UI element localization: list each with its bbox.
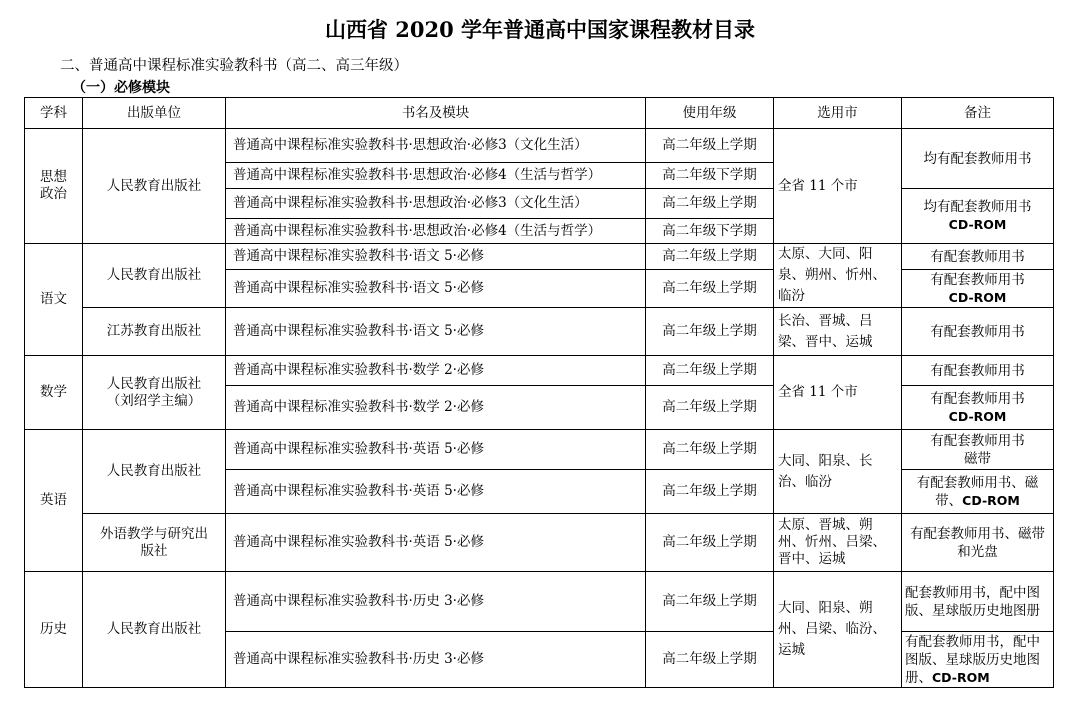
publisher-cell: 人民教育出版社 xyxy=(83,244,226,308)
notes-text: CD-ROM xyxy=(948,289,1007,305)
cities-cell: 大同、阳泉、朔州、吕梁、临汾、运城 xyxy=(774,572,902,688)
table-header-row xyxy=(25,98,1054,129)
header-grade: 使用年级 xyxy=(646,98,774,129)
notes-cell: 有配套教师用书 xyxy=(902,356,1054,386)
table-row xyxy=(25,244,1054,270)
cities-cell: 太原、晋城、朔州、忻州、吕梁、晋中、运城 xyxy=(774,514,902,572)
publisher-cell: 外语教学与研究出版社 xyxy=(83,514,226,572)
publisher-cell: 人民教育出版社 xyxy=(83,430,226,514)
book-cell: 普通高中课程标准实验教科书·英语 5·必修 xyxy=(226,514,646,572)
header-notes: 备注 xyxy=(902,98,1054,129)
textbook-catalog-table xyxy=(24,97,1054,688)
cities-cell: 太原、大同、阳泉、朔州、忻州、临汾 xyxy=(774,244,902,308)
subject-cell: 历史 xyxy=(25,572,83,688)
notes-cell: 有配套教师用书磁带 xyxy=(902,430,1054,470)
book-cell: 普通高中课程标准实验教科书·历史 3·必修 xyxy=(226,632,646,688)
grade-cell: 高二年级上学期 xyxy=(646,356,774,386)
grade-cell: 高二年级上学期 xyxy=(646,308,774,356)
subsection-heading: （一）必修模块 xyxy=(72,80,170,96)
subject-cell: 英语 xyxy=(25,430,83,572)
notes-text: 有配套教师用书、磁带、 xyxy=(916,474,1039,509)
table-row xyxy=(25,308,1054,356)
notes-cell: 有配套教师用书 xyxy=(902,244,1054,270)
cities-cell: 大同、阳泉、长治、临汾 xyxy=(774,430,902,514)
grade-cell: 高二年级上学期 xyxy=(646,430,774,470)
subject-cell: 语文 xyxy=(25,244,83,356)
book-cell: 普通高中课程标准实验教科书·思想政治·必修3（文化生活） xyxy=(226,189,646,219)
grade-cell: 高二年级上学期 xyxy=(646,270,774,308)
publisher-cell: 人民教育出版社（刘绍学主编） xyxy=(83,356,226,430)
header-subject: 学科 xyxy=(25,98,83,129)
book-cell: 普通高中课程标准实验教科书·数学 2·必修 xyxy=(226,386,646,430)
header-cities: 选用市 xyxy=(774,98,902,129)
grade-cell: 高二年级上学期 xyxy=(646,470,774,514)
book-cell: 普通高中课程标准实验教科书·英语 5·必修 xyxy=(226,430,646,470)
notes-cell xyxy=(902,470,1054,514)
notes-cell xyxy=(902,270,1054,308)
cities-cell: 长治、晋城、吕梁、晋中、运城 xyxy=(774,308,902,356)
grade-cell: 高二年级下学期 xyxy=(646,163,774,189)
notes-cell: 有配套教师用书 xyxy=(902,308,1054,356)
table-row xyxy=(25,572,1054,632)
publisher-cell: 江苏教育出版社 xyxy=(83,308,226,356)
grade-cell: 高二年级上学期 xyxy=(646,572,774,632)
notes-cell: 有配套教师用书、磁带和光盘 xyxy=(902,514,1054,572)
cities-cell: 全省 11 个市 xyxy=(774,356,902,430)
notes-cell xyxy=(902,632,1054,688)
publisher-cell: 人民教育出版社 xyxy=(83,572,226,688)
grade-cell: 高二年级上学期 xyxy=(646,189,774,219)
notes-text: 有配套教师用书 xyxy=(930,271,1025,288)
grade-cell: 高二年级下学期 xyxy=(646,219,774,244)
book-cell: 普通高中课程标准实验教科书·思想政治·必修4（生活与哲学） xyxy=(226,163,646,189)
notes-cell xyxy=(902,189,1054,244)
notes-text: 均有配套教师用书 xyxy=(923,199,1032,215)
book-cell: 普通高中课程标准实验教科书·语文 5·必修 xyxy=(226,308,646,356)
book-cell: 普通高中课程标准实验教科书·英语 5·必修 xyxy=(226,470,646,514)
book-cell: 普通高中课程标准实验教科书·思想政治·必修3（文化生活） xyxy=(226,129,646,163)
section-heading: 二、普通高中课程标准实验教科书（高二、高三年级） xyxy=(60,58,408,74)
header-book: 书名及模块 xyxy=(226,98,646,129)
grade-cell: 高二年级上学期 xyxy=(646,129,774,163)
grade-cell: 高二年级上学期 xyxy=(646,514,774,572)
subject-cell: 数学 xyxy=(25,356,83,430)
notes-text: CD-ROM xyxy=(932,669,990,685)
grade-cell: 高二年级上学期 xyxy=(646,386,774,430)
notes-cell xyxy=(902,386,1054,430)
header-publisher: 出版单位 xyxy=(83,98,226,129)
document-title: 山西省 2020 学年普通高中国家课程教材目录 xyxy=(324,17,756,42)
table-row xyxy=(25,129,1054,163)
notes-cell: 配套教师用书，配中图版、星球版历史地图册 xyxy=(902,572,1054,632)
book-cell: 普通高中课程标准实验教科书·历史 3·必修 xyxy=(226,572,646,632)
grade-cell: 高二年级上学期 xyxy=(646,244,774,270)
publisher-cell: 人民教育出版社 xyxy=(83,129,226,244)
table-row xyxy=(25,430,1054,470)
book-cell: 普通高中课程标准实验教科书·数学 2·必修 xyxy=(226,356,646,386)
notes-text: 有配套教师用书，配中图版、星球版历史地图册、 xyxy=(905,633,1040,686)
book-cell: 普通高中课程标准实验教科书·语文 5·必修 xyxy=(226,244,646,270)
cities-cell: 全省 11 个市 xyxy=(774,129,902,244)
notes-text: CD-ROM xyxy=(962,492,1020,508)
book-cell: 普通高中课程标准实验教科书·思想政治·必修4（生活与哲学） xyxy=(226,219,646,244)
table-row xyxy=(25,514,1054,572)
notes-cell: 均有配套教师用书 xyxy=(902,129,1054,189)
notes-text: 有配套教师用书 xyxy=(930,390,1025,407)
table-row xyxy=(25,356,1054,386)
notes-text: CD-ROM xyxy=(948,408,1007,424)
book-cell: 普通高中课程标准实验教科书·语文 5·必修 xyxy=(226,270,646,308)
notes-text: CD-ROM xyxy=(948,217,1007,232)
grade-cell: 高二年级上学期 xyxy=(646,632,774,688)
subject-cell: 思想政治 xyxy=(25,129,83,244)
